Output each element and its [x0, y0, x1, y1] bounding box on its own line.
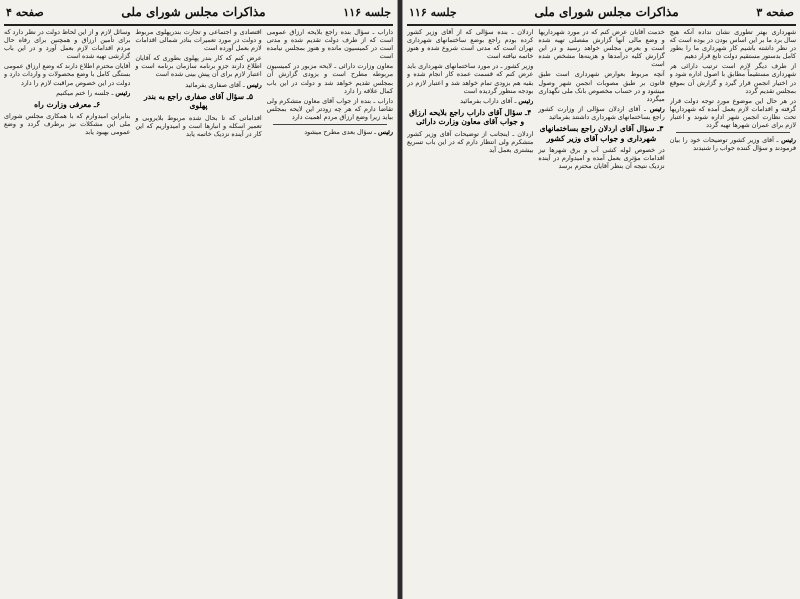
- paragraph: معاون وزارت دارائی ـ لایحه مزبور در کمیسیون مربوطه مطرح است و بزودی گزارش آن بمجلس تقدیم خواهد شد و دولت در این باب کمال علاقه را دارد: [266, 62, 393, 95]
- speaker-paragraph: رئیس ـ سؤال بعدی مطرح میشود: [304, 128, 393, 137]
- section-heading: ۴ـ سؤال آقای داراب راجع بلایحه ارزاق و جواب آقای معاون وزارت دارائی: [409, 107, 532, 127]
- paragraph: اردلان ـ اینجانب از توضیحات آقای وزیر کشور متشکرم ولی انتظار دارم که در این باب تسریع بیشتری بعمل آید: [407, 129, 534, 155]
- paragraph: عرض کنم که کار بندر پهلوی بطوری که آقایان اطلاع دارند جزو برنامه سازمان برنامه است و اعتبار لازم برای آن پیش بینی شده است: [135, 54, 262, 79]
- speaker-name: رئیس: [781, 136, 796, 145]
- paragraph: بنابراین امیدوارم که با همکاری مجلس شورای ملی این مشکلات نیز برطرف گردد و وضع عمومی بهبود یابد: [4, 112, 131, 137]
- text-column: [267, 28, 393, 595]
- paragraph: وسائل لازم و از این لحاظ دولت در نظر دارد که برای تأمین ارزاق و همچنین برای رفاه حال مردم اقدامات لازم بعمل آورد و در این باب گزارشی تهیه شده است: [4, 28, 131, 61]
- speaker-paragraph: رئیس ـ آقای اردلان سؤالی از وزارت کشور راجع بساختمانهای شهرداری داشتند بفرمائید: [538, 104, 665, 121]
- paragraph: در خصوص لوله کشی آب و برق شهرها نیز اقدامات مؤثری بعمل آمده و امیدوارم در آینده نزدیک نتیجه آن بنظر آقایان محترم برسد: [538, 146, 665, 171]
- section-heading: ۵ـ سؤال آقای صفاری راجع به بندر پهلوی: [143, 91, 254, 111]
- paragraph: در هر حال این موضوع مورد توجه دولت قرار گرفته و اقدامات لازم بعمل آمده که شهرداریها تحت نظارت انجمن شهر اداره شوند و اعتبار لازم برای عمران شهرها تهیه گردد: [669, 96, 796, 130]
- speaker-text: جلسه را ختم میکنیم: [56, 88, 110, 97]
- paragraph: اردلان ـ بنده سؤالی که از آقای وزیر کشور کرده بودم راجع بوضع ساختمانهای شهرداری تهران است که مدتی است شروع شده و هنوز خاتمه نیافته است: [407, 28, 534, 61]
- paragraph: آنچه مربوط بعوارض شهرداری است طبق قانون بر طبق مصوبات انجمن شهر وصول میشود و در حساب مخصوص بانک ملی نگهداری میگردد: [538, 70, 665, 103]
- page-title: مذاکرات مجلس شورای ملی: [121, 5, 266, 19]
- paragraph: داراب ـ سؤال بنده راجع بلایحه ارزاق عمومی است که از طرف دولت تقدیم شده و مدتی است در کمیسیون مانده و هنوز بمجلس نیامده است: [266, 28, 393, 61]
- paragraph: داراب ـ بنده از جواب آقای معاون متشکرم ولی تقاضا دارم که هر چه زودتر این لایحه بمجلس بیاید زیرا وضع ارزاق مردم اهمیت دارد: [266, 96, 393, 121]
- paragraph: خدمت آقایان عرض کنم که در مورد شهرداریها و وضع مالی آنها گزارش مفصلی تهیه شده است و بعرض مجلس خواهد رسید و در این گزارش کلیه درآمدها و هزینه‌ها مشخص شده است: [538, 28, 665, 69]
- header-rule: [4, 24, 393, 26]
- page-header: [6, 2, 391, 22]
- right-newspaper-page: [402, 0, 800, 599]
- speaker-name: رئیس: [378, 128, 393, 137]
- speaker-text: سؤال بعدی مطرح میشود: [304, 128, 373, 137]
- section-heading: ۶ـ معرفی وزارت راه: [34, 99, 101, 109]
- text-column: [407, 28, 533, 595]
- page-number: صفحه ۳: [756, 5, 794, 19]
- separator: [676, 132, 790, 133]
- speaker-name: رئیس: [649, 104, 665, 113]
- speaker-text: آقای صفاری بفرمائید: [185, 80, 241, 89]
- text-column: [670, 28, 796, 595]
- text-column: [4, 28, 130, 595]
- paragraph: اقتصادی و اجتماعی و تجارت بندرپهلوی مربوط و دولت در مورد تعمیرات بنادر شمالی اقدامات لازم بعمل آورده است: [135, 28, 262, 53]
- session-number: جلسه ۱۱۶: [343, 5, 391, 19]
- page-number: صفحه ۴: [6, 5, 44, 19]
- text-columns: [407, 28, 796, 595]
- section-heading: ۳ـ سؤال آقای اردلان راجع بساختمانهای شهرداری و جواب آقای وزیر کشور: [539, 124, 664, 143]
- speaker-paragraph: رئیس ـ آقای داراب بفرمائید: [460, 96, 534, 105]
- header-rule: [407, 24, 796, 26]
- paragraph: آقایان محترم اطلاع دارند که وضع ارزاق عمومی بستگی کامل با وضع محصولات و واردات دارد و دولت در این خصوص مراقبت لازم را دارد: [4, 62, 131, 87]
- speaker-paragraph: رئیس ـ جلسه را ختم میکنیم: [56, 88, 131, 97]
- text-columns: [4, 28, 393, 595]
- paragraph: اقداماتی که تا بحال شده مربوط بلایروبی و تعمیر اسکله و انبارها است و امیدواریم که این کار در آینده نزدیک خاتمه یابد: [135, 113, 262, 138]
- separator: [273, 124, 387, 125]
- paragraph: شهرداری بهتر تطوری نشان نداده آنکه هیچ سال برد ما بر این اساس بودن در بوده است که در نظر داشته باشیم کار شهرداری ما را بطور کامل بدستور مستقیم دولت تابع قرار دهیم: [669, 28, 796, 61]
- page-title: مذاکرات مجلس شورای ملی: [534, 5, 679, 19]
- paragraph: وزیر کشور ـ در مورد ساختمانهای شهرداری باید عرض کنم که قسمت عمده کار انجام شده و بقیه هم بزودی تمام خواهد شد و اعتبار لازم در بودجه منظور گردیده است: [407, 62, 534, 95]
- text-column: [135, 28, 261, 595]
- text-column: [538, 28, 664, 595]
- speaker-text: آقای داراب بفرمائید: [460, 96, 513, 105]
- speaker-name: رئیس: [246, 80, 262, 89]
- page-header: [409, 2, 794, 22]
- speaker-paragraph: رئیس ـ آقای وزیر کشور توضیحات خود را بیان فرمودند و سؤال کننده جواب را شنیدند: [669, 136, 796, 153]
- left-newspaper-page: [0, 0, 398, 599]
- speaker-text: آقای اردلان سؤالی از وزارت کشور راجع بساختمانهای شهرداری داشتند بفرمائید: [538, 104, 665, 121]
- paragraph: از طرف دیگر لازم است ترتیب دارائی هر شهرداری مستقیماً مطابق با اصول اداره شود و در اختیار انجمن قرار گیرد و گزارش آن بموقع بمجلس تقدیم گردد: [669, 62, 796, 95]
- speaker-paragraph: رئیس ـ آقای صفاری بفرمائید: [185, 80, 262, 89]
- session-number: جلسه ۱۱۶: [409, 5, 457, 19]
- speaker-text: آقای وزیر کشور توضیحات خود را بیان فرمودند و سؤال کننده جواب را شنیدند: [669, 136, 796, 153]
- speaker-name: رئیس: [518, 96, 534, 105]
- speaker-name: رئیس: [115, 88, 131, 97]
